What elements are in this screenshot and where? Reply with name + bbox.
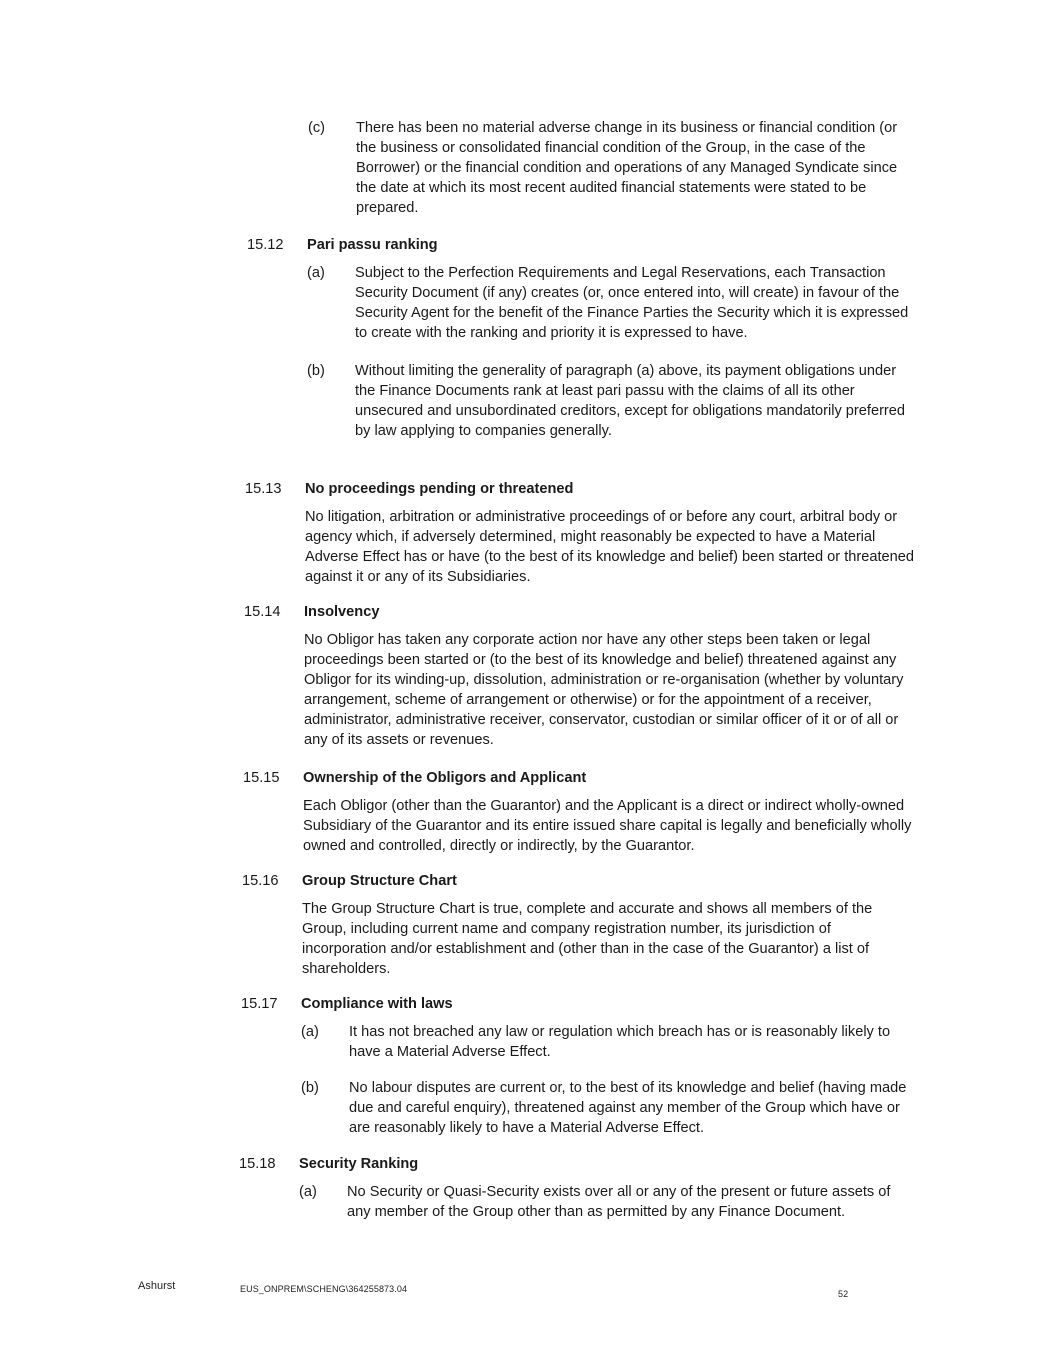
clause-body bbox=[307, 263, 917, 441]
clause-number: 15.14 bbox=[244, 604, 281, 620]
clause-title: Ownership of the Obligors and Applicant bbox=[303, 770, 587, 786]
item-label: (b) bbox=[301, 1080, 319, 1096]
item-text: No Security or Quasi-Security exists over all or any of the present or future assets of any member of the Group other than as permitted by any Finance Document. bbox=[347, 1184, 891, 1220]
clause-15-16 bbox=[242, 871, 942, 979]
clause-heading bbox=[241, 994, 941, 1014]
clause-title: Pari passu ranking bbox=[307, 237, 438, 253]
footer-firm: Ashurst bbox=[138, 1280, 176, 1292]
clause-15-18 bbox=[239, 1154, 939, 1234]
clause-body bbox=[304, 630, 914, 750]
clause-number: 15.17 bbox=[241, 996, 278, 1012]
clause-number: 15.15 bbox=[243, 770, 280, 786]
item-label: (c) bbox=[308, 120, 326, 136]
clause-title: Group Structure Chart bbox=[302, 873, 457, 889]
clause-title: Compliance with laws bbox=[301, 996, 453, 1012]
clause-heading bbox=[244, 602, 944, 622]
clause-paragraph: No litigation, arbitration or administrative proceedings of or before any court, arbitral body or agency which, if adversely determined, might reasonably be expected to have a Material Adverse Effect has or have (to the best of its knowledge and belief) been started or threatened against it or any of its Subsidiaries. bbox=[305, 509, 914, 585]
clause-heading bbox=[242, 871, 942, 891]
intro-item bbox=[308, 118, 918, 218]
clause-title: Insolvency bbox=[304, 604, 380, 620]
item-text: No labour disputes are current or, to the best of its knowledge and belief (having made due and careful enquiry), threatened against any member of the Group which have or are reasonably likely to have a Material Adverse Effect. bbox=[349, 1080, 907, 1136]
clause-15-15 bbox=[243, 768, 943, 856]
clause-paragraph: Each Obligor (other than the Guarantor) and the Applicant is a direct or indirect wholly-owned Subsidiary of the Guarantor and its entire issued share capital is legally and beneficially wholly owned and controlled, directly or indirectly, by the Guarantor. bbox=[303, 798, 912, 854]
clause-body bbox=[305, 507, 915, 587]
clause-heading bbox=[239, 1154, 939, 1174]
clause-15-14 bbox=[244, 602, 944, 750]
clause-paragraph: No Obligor has taken any corporate action nor have any other steps been taken or legal proceedings been started or (to the best of its knowledge and belief) threatened against any Obligor for its winding-up, dissolution, administration or re-organisation (whether by voluntary arrangement, scheme of arrangement or otherwise) or for the appointment of a receiver, administrator, administrative receiver, conservator, custodian or similar officer of it or of all or any of its assets or revenues. bbox=[304, 632, 904, 748]
list-item bbox=[301, 1078, 911, 1138]
clause-heading bbox=[243, 768, 943, 788]
clause-number: 15.18 bbox=[239, 1156, 276, 1172]
clause-body bbox=[302, 899, 912, 979]
page-number: 52 bbox=[838, 1289, 849, 1299]
clause-number: 15.12 bbox=[247, 237, 284, 253]
clause-number: 15.16 bbox=[242, 873, 279, 889]
clause-body bbox=[299, 1182, 909, 1222]
list-item bbox=[299, 1182, 909, 1222]
clause-heading bbox=[245, 479, 945, 499]
list-item bbox=[307, 263, 917, 343]
item-text: Subject to the Perfection Requirements and Legal Reservations, each Transaction Security Document (if any) creates (or, once entered into, will create) in favour of the Security Agent for the benefit of the Finance Parties the Security which it is expressed to create with the ranking and priority it is expressed to have. bbox=[355, 265, 909, 341]
clause-15-12 bbox=[247, 235, 947, 453]
list-item bbox=[307, 361, 917, 441]
item-label: (a) bbox=[299, 1184, 317, 1200]
item-text: It has not breached any law or regulation which breach has or is reasonably likely to have a Material Adverse Effect. bbox=[349, 1024, 891, 1060]
item-label: (a) bbox=[301, 1024, 319, 1040]
footer-doc-ref: EUS_ONPREM\SCHENG\364255873.04 bbox=[240, 1284, 408, 1294]
item-label: (b) bbox=[307, 363, 325, 379]
item-text: There has been no material adverse change in its business or financial condition (or the business or consolidated financial condition of the Group, in the case of the Borrower) or the financial condition and operations of any Managed Syndicate since the date at which its most recent audited financial statements were stated to be prepared. bbox=[356, 120, 898, 216]
clause-title: No proceedings pending or threatened bbox=[305, 481, 574, 497]
list-item bbox=[301, 1022, 911, 1062]
clause-15-13 bbox=[245, 479, 945, 587]
clause-title: Security Ranking bbox=[299, 1156, 419, 1172]
clause-heading bbox=[247, 235, 947, 255]
clause-15-17 bbox=[241, 994, 941, 1150]
item-text: Without limiting the generality of paragraph (a) above, its payment obligations under the Finance Documents rank at least pari passu with the claims of all its other unsecured and unsubordinated creditors, except for obligations mandatorily preferred by law applying to companies generally. bbox=[355, 363, 906, 439]
item-label: (a) bbox=[307, 265, 325, 281]
clause-paragraph: The Group Structure Chart is true, complete and accurate and shows all members of the Group, including current name and company registration number, its jurisdiction of incorporation and/or establishment and (other than in the case of the Guarantor) a list of shareholders. bbox=[302, 901, 873, 977]
clause-number: 15.13 bbox=[245, 481, 282, 497]
clause-body bbox=[301, 1022, 911, 1138]
clause-body bbox=[303, 796, 913, 856]
